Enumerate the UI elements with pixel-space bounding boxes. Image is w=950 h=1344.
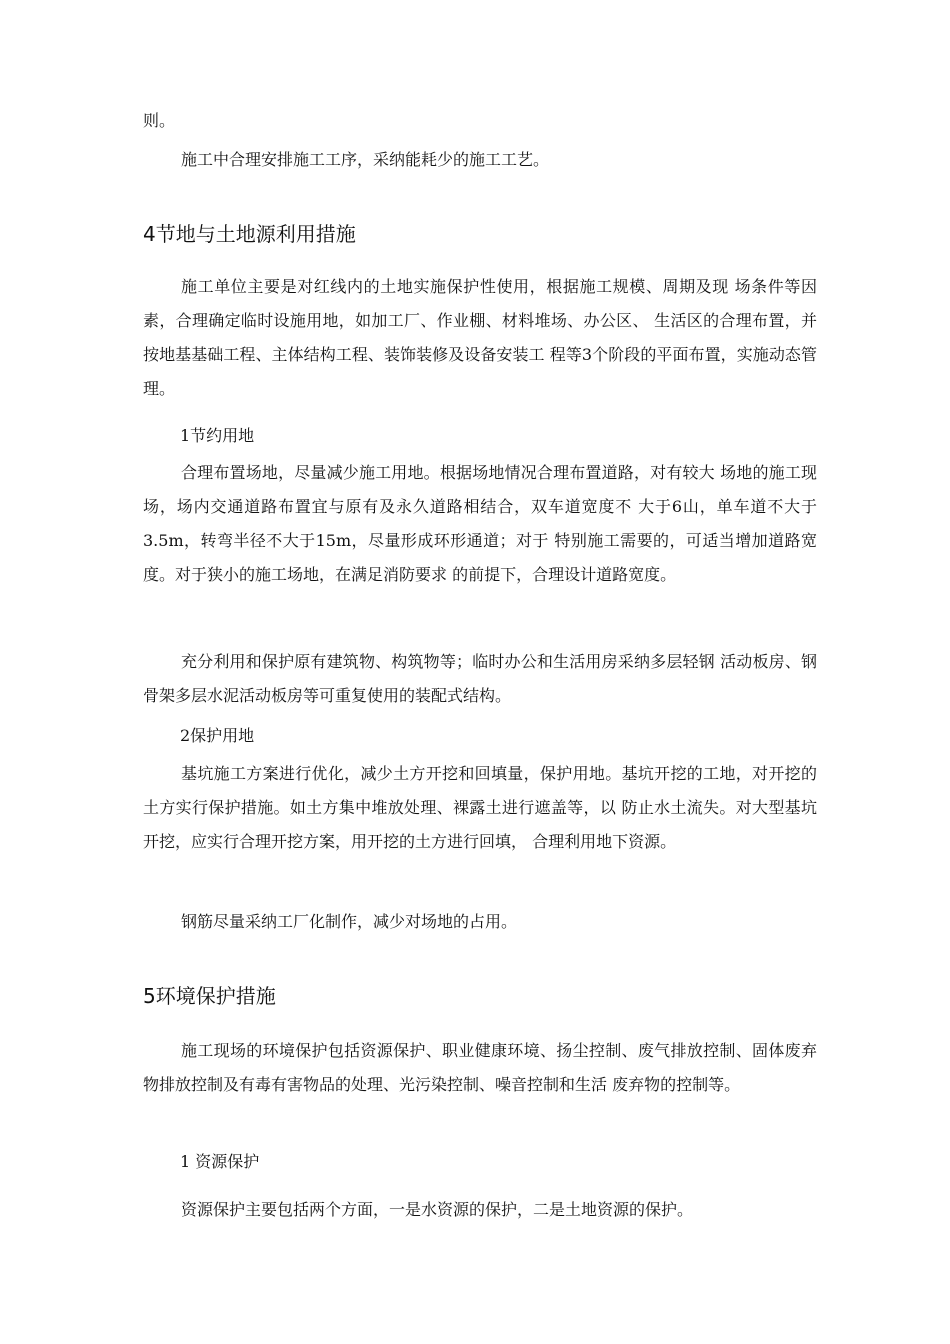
subsection-heading: 1 资源保护	[180, 1152, 260, 1171]
section-heading: 4节地与土地源利用措施	[143, 222, 356, 246]
subsection-heading: 1节约用地	[180, 426, 255, 445]
section-heading: 5环境保护措施	[143, 984, 276, 1008]
paragraph: 施工单位主要是对红线内的土地实施保护性使用，根据施工规模、周期及现 场条件等因素，合理确定临时设施用地，如加工厂、作业棚、材料堆场、办公区、 生活区的合理布置，并按地基基础工程、主体结构工程、装饰装修及设备安装工 程等3个阶段的平面布置，实施动态管理。	[143, 277, 817, 398]
paragraph: 施工现场的环境保护包括资源保护、职业健康环境、扬尘控制、废气排放控制、固体废弃物排放控制及有毒有害物品的处理、光污染控制、噪音控制和生活 废弃物的控制等。	[143, 1041, 817, 1094]
paragraph: 充分利用和保护原有建筑物、构筑物等；临时办公和生活用房采纳多层轻钢 活动板房、钢骨架多层水泥活动板房等可重复使用的装配式结构。	[143, 652, 817, 705]
paragraph: 合理布置场地，尽量减少施工用地。根据场地情况合理布置道路，对有较大 场地的施工现场，场内交通道路布置宜与原有及永久道路相结合，双车道宽度不 大于6山，单车道不大于3.5m，转弯半径不大于15m，尽量形成环形通道；对于 特别施工需要的，可适当增加道路宽度。对于狭小的施工场地，在满足消防要求 的前提下，合理设计道路宽度。	[143, 463, 817, 584]
paragraph: 基坑施工方案进行优化，减少土方开挖和回填量，保护用地。基坑开挖的工地，对开挖的土方实行保护措施。如土方集中堆放处理、裸露土进行遮盖等，以 防止水土流失。对大型基坑开挖，应实行合理开挖方案，用开挖的土方进行回填， 合理利用地下资源。	[143, 764, 817, 851]
paragraph: 钢筋尽量采纳工厂化制作，减少对场地的占用。	[181, 912, 518, 931]
paragraph: 资源保护主要包括两个方面，一是水资源的保护，二是土地资源的保护。	[181, 1200, 694, 1219]
paragraph: 则。	[143, 111, 176, 130]
subsection-heading: 2保护用地	[180, 726, 255, 745]
paragraph: 施工中合理安排施工工序，采纳能耗少的施工工艺。	[181, 150, 550, 169]
